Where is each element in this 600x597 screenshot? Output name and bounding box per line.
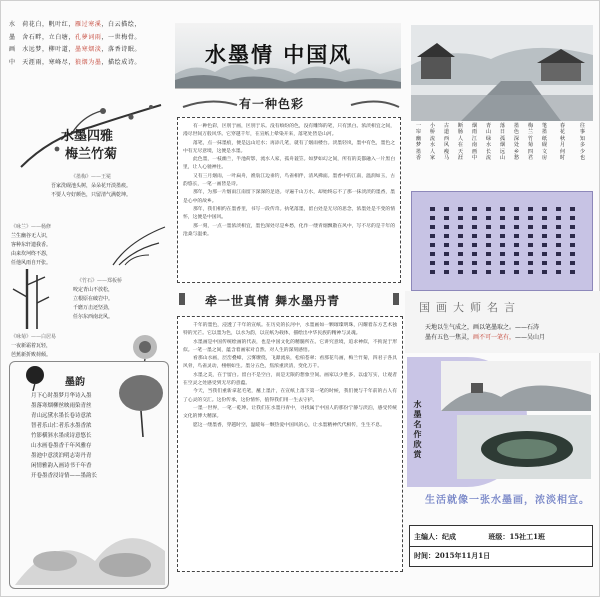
scroll-glyph <box>486 261 491 265</box>
scroll-glyph <box>486 216 491 220</box>
scroll-glyph <box>430 252 435 256</box>
scroll-glyph <box>444 261 449 265</box>
scroll-glyph <box>556 216 561 220</box>
quote-text: 墨有五色一焦灵， <box>425 334 474 341</box>
poem-line: 千磨万击还坚劲， <box>73 305 114 311</box>
scroll-glyph <box>528 234 533 238</box>
poem-line: 画 水远梦，柳叶道，墨寒烟淡，落香诗眠。 <box>9 46 142 53</box>
scroll-glyph <box>542 225 547 229</box>
rhyme-line: 墨落寒烟柳丝映雨染青丝 <box>31 403 92 409</box>
scroll-glyph <box>472 225 477 229</box>
vertical-column: 一帘幽梦墨香 <box>415 123 422 162</box>
masters-quotes-panel <box>405 291 600 353</box>
purple-scroll <box>411 191 593 291</box>
poem-line: 任尔东西南北风。 <box>73 314 114 320</box>
main-title-banner <box>175 23 401 89</box>
scroll-glyph <box>556 225 561 229</box>
scroll-glyph <box>486 243 491 247</box>
scroll-glyph <box>444 243 449 247</box>
article-paragraph: 看那山水画，层峦叠嶂，云雾缭绕，飞瀑流泉，松柏苍翠；看那花鸟画，梅兰竹菊，四君子各具风骨，鸟雀灵动，栩栩如生。墨分五色，焦浓重淡清，变化万千。 <box>183 356 397 370</box>
scroll-glyph <box>500 207 505 211</box>
scroll-glyph <box>444 207 449 211</box>
poem-head: 《咏兰》——杨修 <box>11 224 52 230</box>
scroll-glyph <box>458 243 463 247</box>
scroll-glyph <box>570 270 575 274</box>
four-graces-title <box>35 121 145 167</box>
poem-line: 兰生幽谷无人识， <box>11 233 52 239</box>
scroll-glyph <box>472 252 477 256</box>
article-paragraph: 那年，为那一片烟雨江南留下深深的足迹。寻遍千山万水，却始终忘不了那一抹淡淡的墨香，墨是心中的故乡。 <box>183 190 395 204</box>
scroll-glyph <box>458 270 463 274</box>
four-graces-title-line1: 水墨四雅 <box>61 129 114 144</box>
scroll-glyph <box>430 216 435 220</box>
scroll-glyph <box>500 252 505 256</box>
scroll-glyph <box>472 261 477 265</box>
date-row <box>414 551 490 561</box>
scroll-glyph <box>444 270 449 274</box>
scroll-glyph <box>486 270 491 274</box>
scroll-glyph <box>556 243 561 247</box>
scroll-glyph <box>570 261 575 265</box>
scroll-glyph <box>514 216 519 220</box>
poem-line: 只留清气满乾坤。 <box>91 192 132 198</box>
quote-text-highlight: 画不可一笔有， <box>473 334 516 341</box>
rhyme-line: 月下心时墨梦月华诗入墨 <box>31 393 92 399</box>
vertical-column: 墨色深处乡愁 <box>513 123 520 162</box>
article-2 <box>177 316 403 572</box>
scroll-glyph <box>514 234 519 238</box>
scroll-glyph <box>514 270 519 274</box>
scroll-glyph <box>514 225 519 229</box>
poem-line: 芭蕉新折败荷倾。 <box>11 352 52 358</box>
scroll-glyph <box>500 225 505 229</box>
masterpiece-vertical-title: 水墨名作欣赏 <box>413 399 422 459</box>
scroll-glyph <box>444 234 449 238</box>
masters-title: 国画大师名言 <box>419 301 521 314</box>
four-graces-title-line2: 梅兰竹菊 <box>65 147 118 162</box>
scroll-glyph <box>430 243 435 247</box>
scroll-glyph <box>486 207 491 211</box>
poem-line: 不要人夸好颜色， <box>51 192 92 198</box>
poem-line: 任他风雨自开张。 <box>11 260 52 266</box>
poem-head: 《墨梅》——王冕 <box>71 174 112 180</box>
scroll-glyph <box>458 225 463 229</box>
scroll-glyph <box>500 216 505 220</box>
article-paragraph: 有一种色彩，区别于画，区别于乐。没有缤纷的色，没有雕饰的笔，只有黑白。浓淡相宜之间，漫尽世间万般风华。它穿越千年，在宣纸上晕染开来，落笔处皆是山河。 <box>183 124 395 138</box>
lotus-pond-illustration <box>15 491 165 585</box>
lake-scenery-illustration <box>457 415 591 479</box>
poem-line: 中 天涯雨，寒峰尽，狼烟为墨，描绘成诗。 <box>9 58 142 66</box>
ink-village-painting <box>411 25 593 121</box>
vertical-column: 春花秋月何时 <box>559 123 566 162</box>
scroll-glyph <box>514 243 519 247</box>
article-paragraph: 千年的墨色，浸透了千年的宣纸。在历史的长河中，水墨画如一颗璀璨明珠，闪耀着东方艺术独特的光芒。它以墨为色，以水为韵，以宣纸为载体，描绘出中华民族的精神与灵魂。 <box>183 323 397 337</box>
vertical-column: 断肠人在天涯 <box>457 123 464 162</box>
scroll-glyph <box>500 243 505 247</box>
ink-flower-illustration <box>15 361 55 391</box>
scroll-glyph <box>458 261 463 265</box>
poem-head: 《咏菊》——白居易 <box>11 334 57 340</box>
rhyme-line: 竹影横斜水墨成诗意悠长 <box>31 433 92 439</box>
scroll-glyph <box>570 234 575 238</box>
scroll-glyph <box>458 252 463 256</box>
rhyme-line: 智者乐山仁者乐水墨香浓 <box>31 423 92 429</box>
section2-title: 牵一世真情 舞水墨丹青 <box>205 294 341 308</box>
masters-quotes <box>425 323 545 343</box>
scroll-glyph <box>556 252 561 256</box>
vertical-poem-columns <box>411 123 593 181</box>
editor-row <box>414 532 545 542</box>
article-1 <box>177 117 401 283</box>
scroll-glyph <box>514 207 519 211</box>
scroll-glyph <box>570 225 575 229</box>
scroll-glyph <box>528 207 533 211</box>
landscape-illustration <box>441 361 591 411</box>
orchid-illustration <box>109 221 169 269</box>
article-paragraph: 落笔，点一抹墨痕，便是远山近水；再添几笔，就有了烟雨楼台。淡墨轻岚，墨中有色，墨色之中有无尽意境，这便是水墨。 <box>183 140 395 154</box>
scroll-glyph <box>528 216 533 220</box>
scroll-glyph <box>542 207 547 211</box>
quote-text: 天地以生气成之，画以笔墨取之。 <box>425 324 516 331</box>
scroll-glyph <box>458 207 463 211</box>
article-paragraph: 一墨一世界，一笔一乾坤。让我们在水墨丹青中，寻找属于中国人的那份宁静与淡泊，感受传统文化的博大精深。 <box>183 405 397 420</box>
scroll-text-pattern <box>426 204 582 276</box>
rhyme-line: 闲情雅韵入画诗书千年香 <box>31 463 92 469</box>
poem-line: 咬定青山不放松， <box>73 287 114 293</box>
scroll-glyph <box>458 234 463 238</box>
ink-rhyme-lines <box>31 391 165 481</box>
scroll-glyph <box>500 234 505 238</box>
scroll-glyph <box>430 234 435 238</box>
ink-rhyme-title: 墨韵 <box>65 377 85 388</box>
editor-info <box>409 525 593 567</box>
rhyme-line: 墨池中意淡泊明志寄丹青 <box>31 453 92 459</box>
scroll-glyph <box>486 234 491 238</box>
poem-head: 《竹石》——郑板桥 <box>77 278 123 284</box>
vertical-column: 落日孤烟远山 <box>499 123 506 162</box>
scroll-glyph <box>514 261 519 265</box>
poem-strip <box>9 19 169 87</box>
scroll-glyph <box>486 225 491 229</box>
section1-title: 有一种色彩 <box>239 97 305 111</box>
bamboo-illustration <box>11 267 51 331</box>
poem-line: 吾家洗砚池头树， <box>51 183 92 189</box>
section2-header <box>177 289 401 309</box>
article-paragraph: 今天，当我们重新拿起毛笔，蘸上墨汁，在宣纸上落下第一笔的时候，我们便与千年前的古人有了心灵的交汇。这份传承，这份情怀，值得我们用一生去守护。 <box>183 389 397 403</box>
scroll-glyph <box>472 207 477 211</box>
scroll-glyph <box>528 252 533 256</box>
scroll-glyph <box>458 216 463 220</box>
vertical-column: 古道西风瘦马 <box>443 123 450 162</box>
scroll-glyph <box>444 216 449 220</box>
poem-plum <box>41 173 169 200</box>
quote-author: ——石涛 <box>515 324 540 331</box>
scroll-glyph <box>430 225 435 229</box>
quote-author: ——吴山月 <box>515 334 546 341</box>
scroll-glyph <box>500 261 505 265</box>
slogan: 生活就像一张水墨画，浓淡相宜。 <box>425 495 590 506</box>
scroll-glyph <box>556 261 561 265</box>
vertical-column: 梅兰竹菊四君 <box>527 123 534 162</box>
vertical-column: 青山绿水长流 <box>485 123 492 162</box>
scroll-glyph <box>542 216 547 220</box>
editor-name: 纪成 <box>442 532 456 541</box>
scroll-glyph <box>556 207 561 211</box>
article-paragraph: 又有三月烟雨，一叶扁舟，渔翁江边垂钓，鸟雀相伴，清风拂面。墨香中的江南，温润如玉，古韵悠长，一笔一画皆是诗。 <box>183 173 395 188</box>
scroll-glyph <box>542 243 547 247</box>
scroll-glyph <box>570 207 575 211</box>
poem-line: 水 荷花白，帆叶红，雁过寒溪，白云描绘， <box>9 21 142 28</box>
rhyme-line: 青山远黛水墨长卷诗意浓 <box>31 413 92 419</box>
scroll-glyph <box>430 261 435 265</box>
scroll-glyph <box>472 270 477 274</box>
date-label: 时间： <box>414 551 435 560</box>
article-paragraph: 那年，我们相约在墨香里，书写一段传奇。执笔落墨，留白处是无尽的思念，浓墨处是不变的情怀，这便是中国风。 <box>183 206 395 221</box>
scroll-glyph <box>542 252 547 256</box>
article-paragraph: 水墨画是中国传统绘画的代表，也是中国文化的精髓所在。它讲究意境，追求神似，不拘泥于形似。一笔一墨之间，蕴含着画家对自然、对人生的深刻感悟。 <box>183 339 397 353</box>
editor-label: 主编人： <box>414 532 442 541</box>
poem-line: 墨 舍石畔，立白塘，孔夢词雨，一世梅骨。 <box>9 33 142 41</box>
scroll-glyph <box>444 225 449 229</box>
scroll-glyph <box>528 225 533 229</box>
scroll-glyph <box>430 270 435 274</box>
scroll-glyph <box>570 243 575 247</box>
article-paragraph: 水墨之美，在于留白。留白不是空白，而是无限的想象空间。画家以少胜多，以虚写实，让观者在空灵之处感受到无尽的意蕴。 <box>183 372 397 387</box>
scroll-glyph <box>430 207 435 211</box>
vertical-column: 笔墨纸砚文房 <box>541 123 548 162</box>
poem-orchid <box>11 223 109 268</box>
vertical-column: 烟雨江南画中 <box>471 123 478 162</box>
ink-village-illustration <box>411 25 593 121</box>
scroll-glyph <box>486 252 491 256</box>
scroll-glyph <box>556 234 561 238</box>
scroll-glyph <box>528 261 533 265</box>
scroll-glyph <box>528 243 533 247</box>
vertical-column: 往事知多少也 <box>579 123 586 162</box>
scroll-glyph <box>570 216 575 220</box>
scroll-glyph <box>472 216 477 220</box>
vertical-column: 小桥流水人家 <box>429 123 436 162</box>
poem-line: 朵朵花开淡墨痕。 <box>91 183 132 189</box>
poem-bamboo <box>55 277 169 322</box>
scroll-glyph <box>528 270 533 274</box>
scroll-glyph <box>570 252 575 256</box>
poem-line: 由来坎坷终不怨， <box>11 251 52 257</box>
page-title: 水墨情 中国风 <box>205 42 353 67</box>
poem-chrysanthemum <box>11 333 121 360</box>
scroll-glyph <box>542 261 547 265</box>
scroll-glyph <box>514 252 519 256</box>
poem-line: 客种东轩遗我香。 <box>11 242 52 248</box>
article-paragraph: 愿这一缕墨香，穿越时空，温暖每一颗热爱中国风的心，让水墨精神代代相传，生生不息。 <box>193 422 385 428</box>
article-paragraph: 此色墨，一枝幽兰，半池荷影，流水人家，孤舟蓑笠。如梦如幻之间，所有的美都融入一片黑白里，让人心驰神往。 <box>183 157 395 171</box>
class-value: 15社工1班 <box>509 532 546 541</box>
date-value: 2015年11月1日 <box>435 551 491 560</box>
rhyme-line: 开卷墨香浸诗情——墨韵长 <box>31 473 98 479</box>
scroll-glyph <box>556 270 561 274</box>
scroll-glyph <box>444 252 449 256</box>
scroll-glyph <box>472 243 477 247</box>
class-label: 班级： <box>488 532 510 541</box>
poem-line: 立根原在破岩中。 <box>73 296 114 302</box>
scroll-glyph <box>500 270 505 274</box>
poem-line: 一夜新霜着瓦轻， <box>11 343 52 349</box>
scroll-glyph <box>542 234 547 238</box>
rhyme-line: 山水画卷墨香千年风雅存 <box>31 443 92 449</box>
article-paragraph: 那一刻，一点一墨浓淡相宜，墨色深处尽是乡愁，化作一缕青烟飘散在风中，写不尽的是千年的沧桑与温柔。 <box>183 223 395 237</box>
scroll-glyph <box>472 234 477 238</box>
scroll-glyph <box>542 270 547 274</box>
